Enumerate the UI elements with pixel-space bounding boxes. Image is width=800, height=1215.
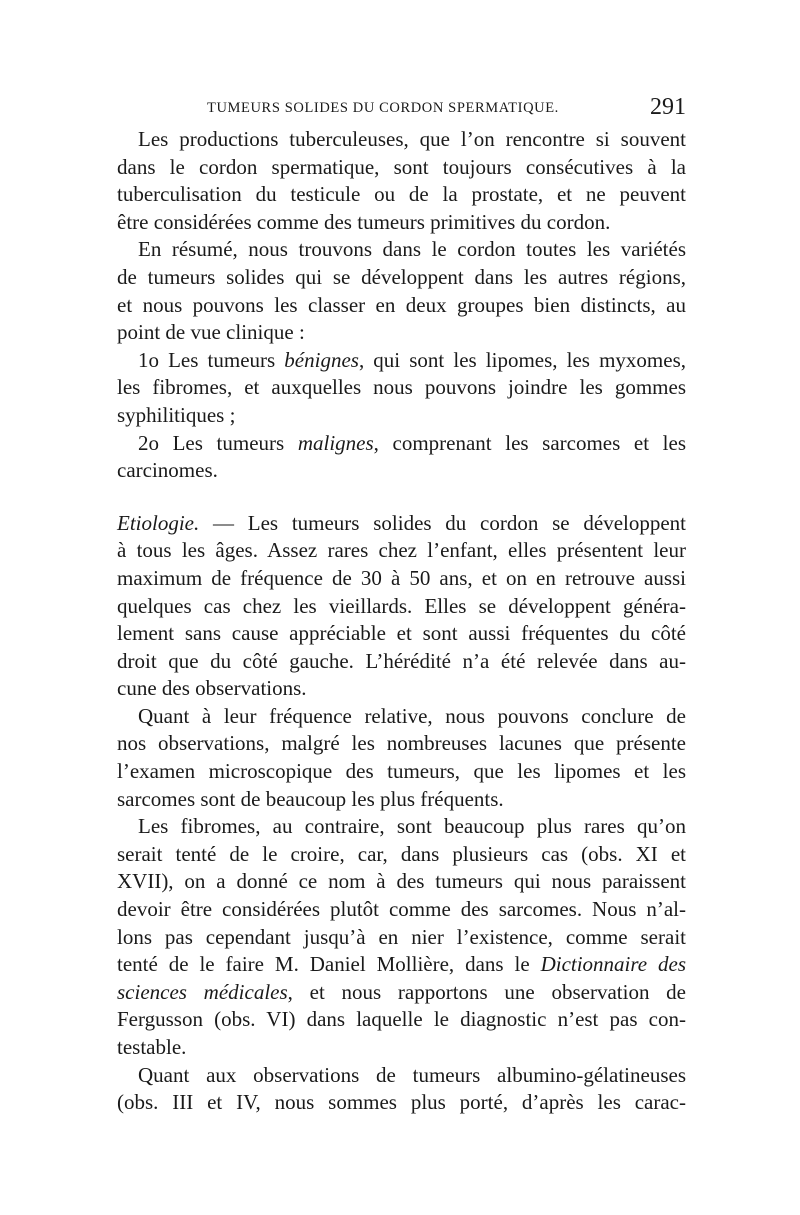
page-number: 291 xyxy=(650,94,686,120)
text-line: sarcomes sont de beaucoup les plus fréquents. xyxy=(117,786,504,811)
paragraph-albumino xyxy=(117,1062,686,1117)
text-line: les fibromes, et auxquelles nous pouvons joindre les gommes xyxy=(117,375,686,400)
text-line: Fergusson (obs. VI) dans laquelle le diagnostic n’est pas con- xyxy=(117,1007,686,1032)
section-heading: Etiologie. xyxy=(117,510,200,535)
running-title: TUMEURS SOLIDES DU CORDON SPERMATIQUE. xyxy=(207,100,559,116)
text-run: , et nous rapportons une observation de xyxy=(287,979,686,1004)
text-line: l’examen microscopique des tumeurs, que les lipomes et les xyxy=(117,759,686,784)
text-line xyxy=(117,347,686,375)
text-line: testable. xyxy=(117,1035,187,1059)
paragraph-frequency xyxy=(117,703,686,813)
text-line: XVII), on a donné ce nom à des tumeurs qui nous paraissent xyxy=(117,869,686,894)
section-gap xyxy=(117,485,686,510)
text-line: (obs. III et IV, nous sommes plus porté, d’après les carac- xyxy=(117,1090,686,1115)
italic-title: sciences médicales xyxy=(117,979,288,1004)
text-line xyxy=(117,430,686,458)
text-line: droit que du côté gauche. L’hérédité n’a été relevée dans au- xyxy=(117,648,686,673)
paragraph-tuberculous xyxy=(117,126,686,236)
text-line: à tous les âges. Assez rares chez l’enfant, elles présentent leur xyxy=(117,538,686,563)
paragraph-fibromas xyxy=(117,813,686,1061)
text-line: carcinomes. xyxy=(117,458,218,483)
text-run: , comprenant les sarcomes et les xyxy=(373,430,686,455)
text-line: cune des observations. xyxy=(117,676,307,701)
text-line: Quant aux observations de tumeurs albumino-gélatineuses xyxy=(138,1062,686,1087)
text-run: , qui sont les lipomes, les myxomes, xyxy=(358,347,686,372)
text-line xyxy=(117,510,686,538)
text-line: En résumé, nous trouvons dans le cordon toutes les variétés xyxy=(138,237,686,262)
text-line: Les fibromes, au contraire, sont beaucoup plus rares qu’on xyxy=(138,814,686,839)
text-line: dans le cordon spermatique, sont toujours consécutives à la xyxy=(117,154,686,179)
text-line xyxy=(117,951,686,979)
text-line: point de vue clinique : xyxy=(117,320,305,345)
text-line: Quant à leur fréquence relative, nous pouvons conclure de xyxy=(138,703,686,728)
text-line: tuberculisation du testicule ou de la prostate, et ne peuvent xyxy=(117,182,686,207)
text-line xyxy=(117,979,686,1007)
italic-title: Dictionnaire des xyxy=(540,952,687,977)
body-text xyxy=(117,126,686,1117)
text-line: et nous pouvons les classer en deux groupes bien distincts, au xyxy=(117,292,686,317)
text-line: devoir être considérées plutôt comme des sarcomes. Nous n’al- xyxy=(117,897,686,922)
text-line: être considérées comme des tumeurs primitives du cordon. xyxy=(117,209,611,234)
text-line: maximum de fréquence de 30 à 50 ans, et on en retrouve aussi xyxy=(117,565,686,590)
text-line: lons pas cependant jusqu’à en nier l’existence, comme serait xyxy=(117,924,686,949)
text-run: — Les tumeurs solides du cordon se développent xyxy=(199,510,686,535)
running-head xyxy=(117,94,686,124)
paragraph-malignant xyxy=(117,430,686,485)
text-line: nos observations, malgré les nombreuses lacunes que présente xyxy=(117,731,686,756)
text-line: syphilitiques ; xyxy=(117,402,236,427)
text-run: tenté de le faire M. Daniel Mollière, dans le xyxy=(117,952,541,977)
text-line: de tumeurs solides qui se développent dans les autres régions, xyxy=(117,264,686,289)
paragraph-summary xyxy=(117,236,686,346)
text-line: serait tenté de le croire, car, dans plusieurs cas (obs. XI et xyxy=(117,841,686,866)
text-run: 1o Les tumeurs xyxy=(138,347,285,372)
text-line: quelques cas chez les vieillards. Elles se développent généra- xyxy=(117,593,686,618)
paragraph-benign xyxy=(117,347,686,430)
paragraph-etiology xyxy=(117,510,686,703)
italic-term: bénignes xyxy=(284,347,359,372)
italic-term: malignes xyxy=(297,430,374,455)
text-line: Les productions tuberculeuses, que l’on rencontre si souvent xyxy=(138,127,686,151)
text-run: 2o Les tumeurs xyxy=(138,430,298,455)
text-line: lement sans cause appréciable et sont aussi fréquentes du côté xyxy=(117,621,686,646)
